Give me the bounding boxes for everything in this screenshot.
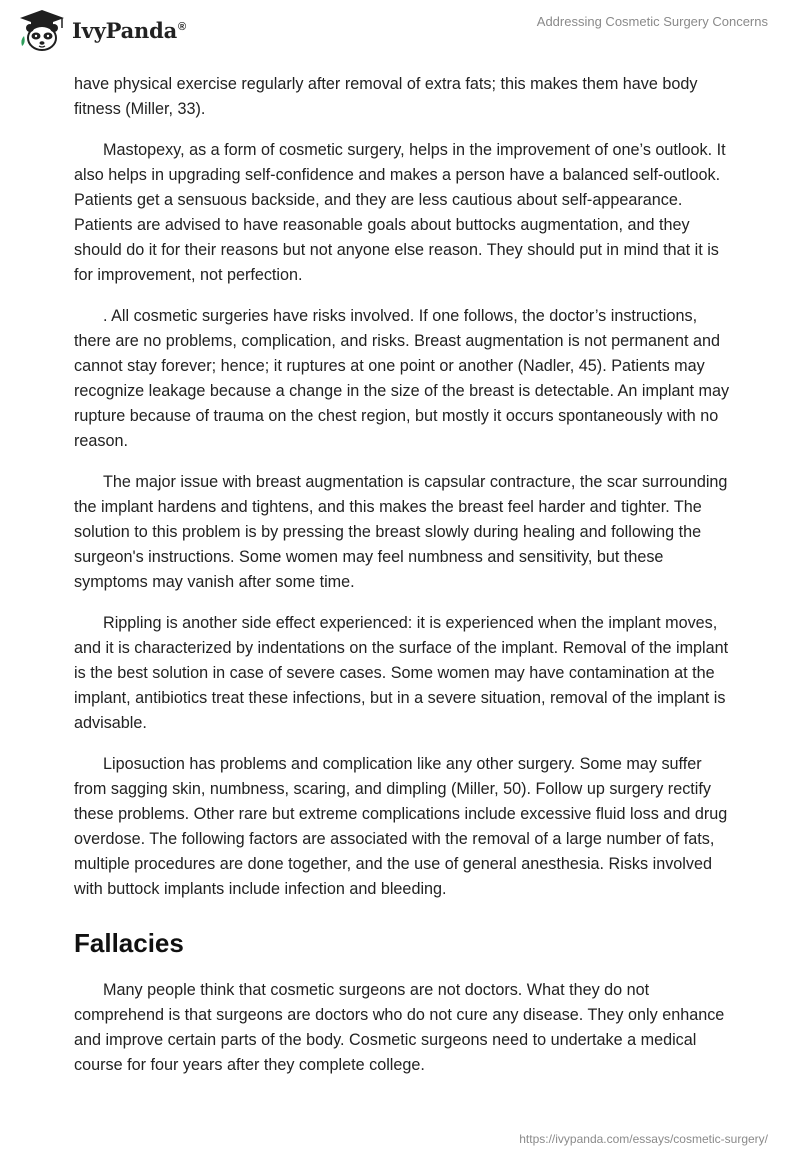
ivypanda-logo[interactable] — [14, 8, 186, 52]
paragraph: . All cosmetic surgeries have risks involved. If one follows, the doctor’s instructions, there are no problems, complication, and risks. Breast augmentation is not permanent and cannot stay forever; hence; it ruptures at one point or another (Nadler, 45). Patients may recognize leakage because a change in the size of the breast is detectable. An implant may rupture because of trauma on the chest region, but mostly it occurs spontaneously with no reason. — [74, 307, 730, 450]
document-title: Addressing Cosmetic Surgery Concerns — [536, 14, 768, 29]
essay-body — [74, 72, 730, 1094]
paragraph: Many people think that cosmetic surgeons are not doctors. What they do not comprehend is that surgeons are doctors who do not cure any disease. They only enhance and improve certain parts of the body. Cosmetic surgeons need to undertake a medical course for four years after they complete college. — [74, 981, 725, 1074]
section-heading: Fallacies — [74, 928, 184, 958]
source-url[interactable]: https://ivypanda.com/essays/cosmetic-surgery/ — [519, 1132, 768, 1146]
page-header — [0, 0, 800, 62]
brand-name: IvyPanda® — [72, 17, 186, 43]
panda-graduate-icon — [14, 8, 70, 52]
paragraph: Mastopexy, as a form of cosmetic surgery, helps in the improvement of one’s outlook. It also helps in upgrading self-confidence and makes a person have a balanced self-outlook. Patients get a sensuous backside, and they are less cautious about self-appearance. Patients are advised to have reasonable goals about buttocks augmentation, and they should do it for their reasons but not anyone else reason. They should put in mind that it is for improvement, not perfection. — [74, 141, 726, 284]
paragraph: The major issue with breast augmentation is capsular contracture, the scar surrounding the implant hardens and tightens, and this makes the breast feel harder and tighter. The solution to this problem is by pressing the breast slowly during healing and following the surgeon's instructions. Some women may feel numbness and sensitivity, but these symptoms may vanish after some time. — [74, 473, 728, 591]
paragraph: Liposuction has problems and complication like any other surgery. Some may suffer from sagging skin, numbness, scaring, and dimpling (Miller, 50). Follow up surgery rectify these problems. Other rare but extreme complications include excessive fluid loss and drug overdose. The following factors are associated with the removal of a large number of fats, multiple procedures are done together, and the use of general anesthesia. Risks involved with buttock implants include infection and bleeding. — [74, 755, 728, 898]
paragraph: have physical exercise regularly after removal of extra fats; this makes them have body fitness (Miller, 33). — [74, 75, 698, 118]
paragraph: Rippling is another side effect experienced: it is experienced when the implant moves, and it is characterized by indentations on the surface of the implant. Removal of the implant is the best solution in case of severe cases. Some women may have contamination at the implant, antibiotics treat these infections, but in a severe situation, removal of the implant is advisable. — [74, 614, 729, 732]
